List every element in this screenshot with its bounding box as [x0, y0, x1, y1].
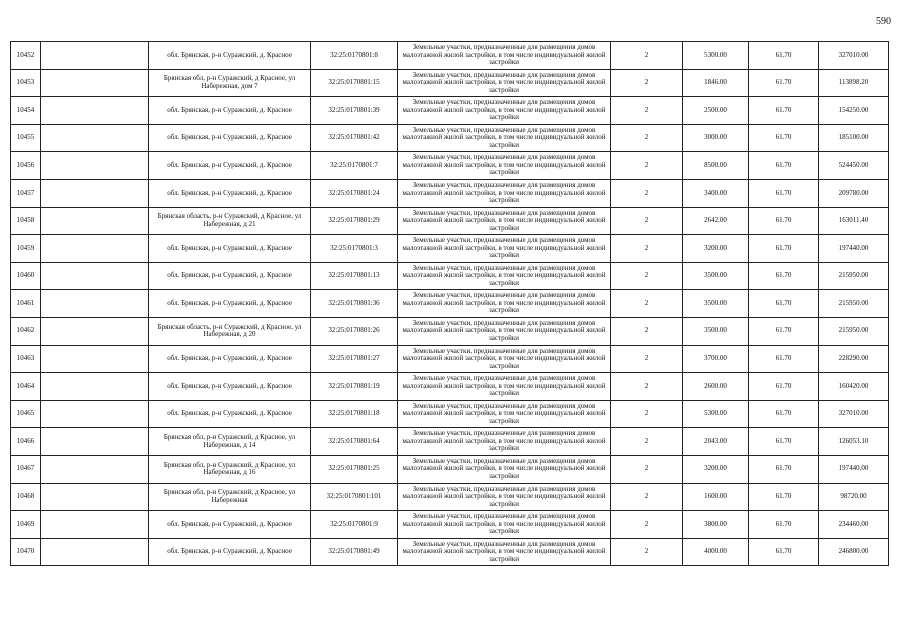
rate-cell: 61.70 [749, 235, 819, 263]
cadastral-value-cell: 154250.00 [819, 97, 889, 125]
rate-cell: 61.70 [749, 290, 819, 318]
blank-cell [41, 373, 149, 401]
category-cell: 2 [611, 483, 683, 511]
rate-cell: 61.70 [749, 455, 819, 483]
category-cell: 2 [611, 455, 683, 483]
rate-cell: 61.70 [749, 207, 819, 235]
address-cell: Брянская обл, р-н Суражский, д Красное, ул Набережная, дом 7 [149, 69, 311, 97]
address-cell: Брянская обл, р-н Суражский, д Красное, ул Набережная, д 16 [149, 455, 311, 483]
address-cell: обл. Брянская, р-н Суражский, д. Красное [149, 373, 311, 401]
table-row [11, 97, 889, 125]
cadastral-number-cell: 32:25:0170801:15 [311, 69, 398, 97]
land-use-cell: Земельные участки, предназначенные для размещения домов малоэтажной жилой застройки, в том числе индивидуальной жилой застройки [398, 428, 611, 456]
rate-cell: 61.70 [749, 97, 819, 125]
row-number: 10455 [11, 124, 41, 152]
row-number: 10457 [11, 179, 41, 207]
blank-cell [41, 179, 149, 207]
cadastral-value-cell: 524450.00 [819, 152, 889, 180]
address-cell: Брянская обл, р-н Суражский, д Красное, ул Набережная, д 14 [149, 428, 311, 456]
area-cell: 5300.00 [683, 400, 749, 428]
land-use-cell: Земельные участки, предназначенные для размещения домов малоэтажной жилой застройки, в том числе индивидуальной жилой застройки [398, 373, 611, 401]
address-cell: обл. Брянская, р-н Суражский, д. Красное [149, 400, 311, 428]
category-cell: 2 [611, 262, 683, 290]
address-cell: обл. Брянская, р-н Суражский, д. Красное [149, 290, 311, 318]
rate-cell: 61.70 [749, 538, 819, 566]
category-cell: 2 [611, 179, 683, 207]
table-row [11, 124, 889, 152]
table-row [11, 235, 889, 263]
category-cell: 2 [611, 124, 683, 152]
rate-cell: 61.70 [749, 483, 819, 511]
blank-cell [41, 538, 149, 566]
blank-cell [41, 42, 149, 70]
address-cell: обл. Брянская, р-н Суражский, д. Красное [149, 42, 311, 70]
cadastral-value-cell: 327010.00 [819, 400, 889, 428]
cadastral-value-cell: 126053.10 [819, 428, 889, 456]
cadastral-number-cell: 32:25:0170801:27 [311, 345, 398, 373]
cadastral-number-cell: 32:25:0170801:101 [311, 483, 398, 511]
land-use-cell: Земельные участки, предназначенные для размещения домов малоэтажной жилой застройки, в том числе индивидуальной жилой застройки [398, 538, 611, 566]
cadastral-number-cell: 32:25:0170801:29 [311, 207, 398, 235]
address-cell: обл. Брянская, р-н Суражский, д. Красное [149, 538, 311, 566]
table-row [11, 290, 889, 318]
blank-cell [41, 345, 149, 373]
cadastral-value-cell: 113898.20 [819, 69, 889, 97]
cadastral-value-cell: 163011.40 [819, 207, 889, 235]
rate-cell: 61.70 [749, 124, 819, 152]
cadastral-number-cell: 32:25:0170801:42 [311, 124, 398, 152]
address-cell: Брянская обл, р-н Суражский, д Красное, ул Набережная [149, 483, 311, 511]
row-number: 10470 [11, 538, 41, 566]
table-row [11, 317, 889, 345]
cadastral-number-cell: 32:25:0170801:26 [311, 317, 398, 345]
table-row [11, 373, 889, 401]
area-cell: 3700.00 [683, 345, 749, 373]
blank-cell [41, 124, 149, 152]
cadastral-value-cell: 327010.00 [819, 42, 889, 70]
row-number: 10453 [11, 69, 41, 97]
category-cell: 2 [611, 69, 683, 97]
blank-cell [41, 400, 149, 428]
area-cell: 1600.00 [683, 483, 749, 511]
category-cell: 2 [611, 317, 683, 345]
cadastral-value-cell: 209780.00 [819, 179, 889, 207]
area-cell: 3500.00 [683, 290, 749, 318]
cadastral-value-cell: 197440.00 [819, 455, 889, 483]
cadastral-value-cell: 234460.00 [819, 511, 889, 539]
area-cell: 4000.00 [683, 538, 749, 566]
row-number: 10464 [11, 373, 41, 401]
land-use-cell: Земельные участки, предназначенные для размещения домов малоэтажной жилой застройки, в том числе индивидуальной жилой застройки [398, 97, 611, 125]
rate-cell: 61.70 [749, 179, 819, 207]
table-row [11, 455, 889, 483]
cadastral-number-cell: 32:25:0170801:3 [311, 235, 398, 263]
land-use-cell: Земельные участки, предназначенные для размещения домов малоэтажной жилой застройки, в том числе индивидуальной жилой застройки [398, 345, 611, 373]
area-cell: 8500.00 [683, 152, 749, 180]
rate-cell: 61.70 [749, 511, 819, 539]
cadastral-number-cell: 32:25:0170801:13 [311, 262, 398, 290]
table-row [11, 511, 889, 539]
land-use-cell: Земельные участки, предназначенные для размещения домов малоэтажной жилой застройки, в том числе индивидуальной жилой застройки [398, 42, 611, 70]
cadastral-number-cell: 32:25:0170801:7 [311, 152, 398, 180]
category-cell: 2 [611, 538, 683, 566]
blank-cell [41, 428, 149, 456]
cadastral-value-cell: 98720.00 [819, 483, 889, 511]
cadastral-value-cell: 228290.00 [819, 345, 889, 373]
blank-cell [41, 455, 149, 483]
row-number: 10463 [11, 345, 41, 373]
blank-cell [41, 235, 149, 263]
land-use-cell: Земельные участки, предназначенные для размещения домов малоэтажной жилой застройки, в том числе индивидуальной жилой застройки [398, 262, 611, 290]
table-row [11, 538, 889, 566]
address-cell: обл. Брянская, р-н Суражский, д. Красное [149, 97, 311, 125]
row-number: 10458 [11, 207, 41, 235]
category-cell: 2 [611, 235, 683, 263]
table-row [11, 42, 889, 70]
row-number: 10454 [11, 97, 41, 125]
row-number: 10460 [11, 262, 41, 290]
category-cell: 2 [611, 42, 683, 70]
address-cell: обл. Брянская, р-н Суражский, д. Красное [149, 511, 311, 539]
land-use-cell: Земельные участки, предназначенные для размещения домов малоэтажной жилой застройки, в том числе индивидуальной жилой застройки [398, 290, 611, 318]
cadastral-number-cell: 32:25:0170801:19 [311, 373, 398, 401]
category-cell: 2 [611, 97, 683, 125]
blank-cell [41, 207, 149, 235]
area-cell: 2500.00 [683, 97, 749, 125]
row-number: 10462 [11, 317, 41, 345]
cadastral-number-cell: 32:25:0170801:9 [311, 511, 398, 539]
cadastral-number-cell: 32:25:0170801:18 [311, 400, 398, 428]
land-use-cell: Земельные участки, предназначенные для размещения домов малоэтажной жилой застройки, в том числе индивидуальной жилой застройки [398, 235, 611, 263]
area-cell: 1846.00 [683, 69, 749, 97]
blank-cell [41, 483, 149, 511]
area-cell: 3000.00 [683, 124, 749, 152]
cadastral-value-cell: 197440.00 [819, 235, 889, 263]
cadastral-value-cell: 246800.00 [819, 538, 889, 566]
area-cell: 3500.00 [683, 262, 749, 290]
land-use-cell: Земельные участки, предназначенные для размещения домов малоэтажной жилой застройки, в том числе индивидуальной жилой застройки [398, 483, 611, 511]
land-use-cell: Земельные участки, предназначенные для размещения домов малоэтажной жилой застройки, в том числе индивидуальной жилой застройки [398, 69, 611, 97]
address-cell: обл. Брянская, р-н Суражский, д. Красное [149, 345, 311, 373]
table-row [11, 345, 889, 373]
table-row [11, 400, 889, 428]
land-use-cell: Земельные участки, предназначенные для размещения домов малоэтажной жилой застройки, в том числе индивидуальной жилой застройки [398, 511, 611, 539]
area-cell: 3400.00 [683, 179, 749, 207]
address-cell: обл. Брянская, р-н Суражский, д. Красное [149, 262, 311, 290]
category-cell: 2 [611, 152, 683, 180]
area-cell: 2642.00 [683, 207, 749, 235]
land-use-cell: Земельные участки, предназначенные для размещения домов малоэтажной жилой застройки, в том числе индивидуальной жилой застройки [398, 179, 611, 207]
cadastral-number-cell: 32:25:0170801:24 [311, 179, 398, 207]
row-number: 10456 [11, 152, 41, 180]
area-cell: 2043.00 [683, 428, 749, 456]
address-cell: Брянская область, р-н Суражский, д Красное, ул Набережная, д 20 [149, 317, 311, 345]
cadastral-number-cell: 32:25:0170801:39 [311, 97, 398, 125]
address-cell: Брянская область, р-н Суражский, д Красное, ул Набережная, д 21 [149, 207, 311, 235]
land-use-cell: Земельные участки, предназначенные для размещения домов малоэтажной жилой застройки, в том числе индивидуальной жилой застройки [398, 152, 611, 180]
row-number: 10461 [11, 290, 41, 318]
row-number: 10452 [11, 42, 41, 70]
category-cell: 2 [611, 400, 683, 428]
cadastral-value-cell: 185100.00 [819, 124, 889, 152]
address-cell: обл. Брянская, р-н Суражский, д. Красное [149, 179, 311, 207]
cadastral-value-cell: 215950.00 [819, 262, 889, 290]
rate-cell: 61.70 [749, 345, 819, 373]
cadastral-value-cell: 215950.00 [819, 317, 889, 345]
table-row [11, 428, 889, 456]
area-cell: 3500.00 [683, 317, 749, 345]
rate-cell: 61.70 [749, 69, 819, 97]
area-cell: 5300.00 [683, 42, 749, 70]
cadastral-number-cell: 32:25:0170801:36 [311, 290, 398, 318]
cadastral-value-cell: 215950.00 [819, 290, 889, 318]
rate-cell: 61.70 [749, 373, 819, 401]
area-cell: 3800.00 [683, 511, 749, 539]
blank-cell [41, 262, 149, 290]
cadastral-value-table [10, 41, 889, 566]
category-cell: 2 [611, 428, 683, 456]
blank-cell [41, 511, 149, 539]
table-row [11, 179, 889, 207]
rate-cell: 61.70 [749, 428, 819, 456]
rate-cell: 61.70 [749, 262, 819, 290]
rate-cell: 61.70 [749, 152, 819, 180]
rate-cell: 61.70 [749, 42, 819, 70]
table-row [11, 262, 889, 290]
cadastral-number-cell: 32:25:0170801:25 [311, 455, 398, 483]
page-number: 590 [876, 16, 891, 27]
table-row [11, 207, 889, 235]
land-use-cell: Земельные участки, предназначенные для размещения домов малоэтажной жилой застройки, в том числе индивидуальной жилой застройки [398, 400, 611, 428]
address-cell: обл. Брянская, р-н Суражский, д. Красное [149, 152, 311, 180]
land-use-cell: Земельные участки, предназначенные для размещения домов малоэтажной жилой застройки, в том числе индивидуальной жилой застройки [398, 455, 611, 483]
area-cell: 2600.00 [683, 373, 749, 401]
cadastral-number-cell: 32:25:0170801:49 [311, 538, 398, 566]
rate-cell: 61.70 [749, 317, 819, 345]
category-cell: 2 [611, 511, 683, 539]
row-number: 10466 [11, 428, 41, 456]
address-cell: обл. Брянская, р-н Суражский, д. Красное [149, 124, 311, 152]
blank-cell [41, 69, 149, 97]
blank-cell [41, 317, 149, 345]
cadastral-number-cell: 32:25:0170801:64 [311, 428, 398, 456]
blank-cell [41, 152, 149, 180]
address-cell: обл. Брянская, р-н Суражский, д. Красное [149, 235, 311, 263]
row-number: 10459 [11, 235, 41, 263]
rate-cell: 61.70 [749, 400, 819, 428]
area-cell: 3200.00 [683, 455, 749, 483]
category-cell: 2 [611, 290, 683, 318]
row-number: 10465 [11, 400, 41, 428]
row-number: 10469 [11, 511, 41, 539]
table-row [11, 69, 889, 97]
category-cell: 2 [611, 207, 683, 235]
cadastral-number-cell: 32:25:0170801:8 [311, 42, 398, 70]
table-row [11, 483, 889, 511]
blank-cell [41, 97, 149, 125]
row-number: 10467 [11, 455, 41, 483]
category-cell: 2 [611, 373, 683, 401]
land-use-cell: Земельные участки, предназначенные для размещения домов малоэтажной жилой застройки, в том числе индивидуальной жилой застройки [398, 124, 611, 152]
blank-cell [41, 290, 149, 318]
land-use-cell: Земельные участки, предназначенные для размещения домов малоэтажной жилой застройки, в том числе индивидуальной жилой застройки [398, 207, 611, 235]
row-number: 10468 [11, 483, 41, 511]
category-cell: 2 [611, 345, 683, 373]
area-cell: 3200.00 [683, 235, 749, 263]
cadastral-value-cell: 160420.00 [819, 373, 889, 401]
table-row [11, 152, 889, 180]
land-use-cell: Земельные участки, предназначенные для размещения домов малоэтажной жилой застройки, в том числе индивидуальной жилой застройки [398, 317, 611, 345]
